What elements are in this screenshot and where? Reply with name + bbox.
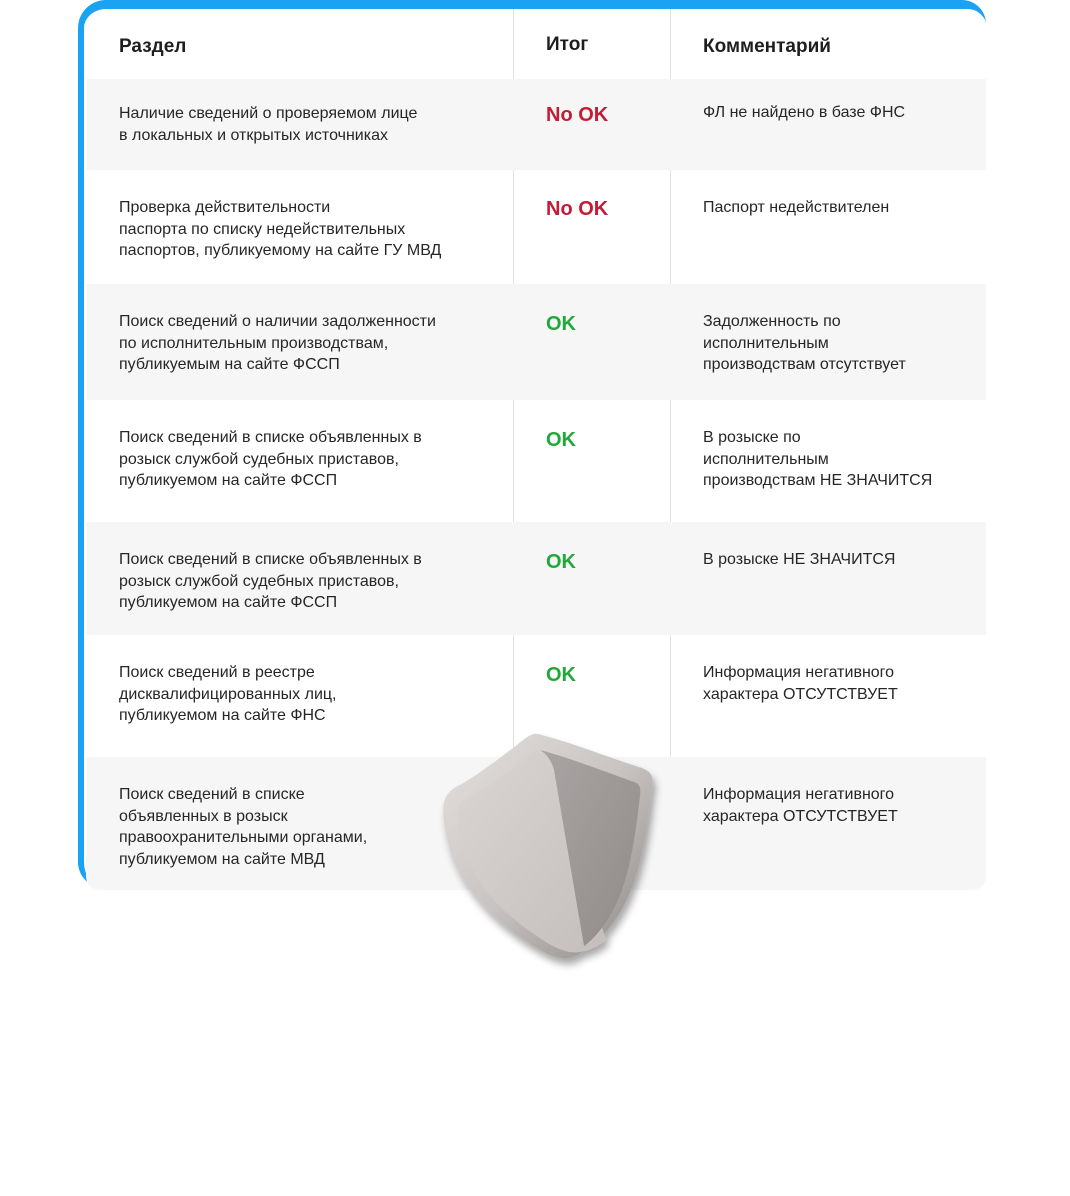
status-badge: OK <box>546 551 576 573</box>
status-badge: OK <box>546 429 576 451</box>
table-row <box>86 79 986 170</box>
status-badge: No OK <box>546 198 609 220</box>
status-badge: OK <box>546 664 576 686</box>
row-section-text: Поиск сведений в списке объявленных в розыск службой судебных приставов, публикуемом на сайте ФССП <box>119 429 422 489</box>
row-section-text: Поиск сведений в списке объявленных в розыск правоохранительными органами, публикуемом на сайте МВД <box>119 786 368 868</box>
table-row <box>86 170 986 284</box>
status-badge: No OK <box>546 104 609 126</box>
table-row <box>86 284 986 400</box>
row-comment-text: В розыске НЕ ЗНАЧИТСЯ <box>703 551 896 568</box>
row-section-text: Проверка действительности паспорта по списку недействительных паспортов, публикуемому на сайте ГУ МВД <box>119 199 442 259</box>
row-section-text: Поиск сведений о наличии задолженности по исполнительным производствам, публикуемым на сайте ФССП <box>119 313 436 373</box>
table-row <box>86 522 986 635</box>
row-comment-text: ФЛ не найдено в базе ФНС <box>703 104 906 121</box>
status-badge: OK <box>546 313 576 335</box>
header-comment: Комментарий <box>703 36 831 57</box>
row-comment-text: Паспорт недействителен <box>703 199 890 216</box>
row-comment-text: Задолженность по исполнительным производствам отсутствует <box>703 313 906 373</box>
table-header-row <box>86 9 986 79</box>
shield-icon <box>430 722 670 972</box>
row-comment-text: В розыске по исполнительным производствам НЕ ЗНАЧИТСЯ <box>703 429 933 489</box>
header-section: Раздел <box>119 36 187 57</box>
header-result: Итог <box>546 34 589 55</box>
row-comment-text: Информация негативного характера ОТСУТСТВУЕТ <box>703 664 898 703</box>
row-section-text: Поиск сведений в списке объявленных в розыск службой судебных приставов, публикуемом на сайте ФССП <box>119 551 422 611</box>
row-section-text: Поиск сведений в реестре дисквалифицированных лиц, публикуемом на сайте ФНС <box>119 664 337 724</box>
table-row <box>86 400 986 522</box>
row-section-text: Наличие сведений о проверяемом лице в локальных и открытых источниках <box>119 105 418 144</box>
row-comment-text: Информация негативного характера ОТСУТСТВУЕТ <box>703 786 898 825</box>
